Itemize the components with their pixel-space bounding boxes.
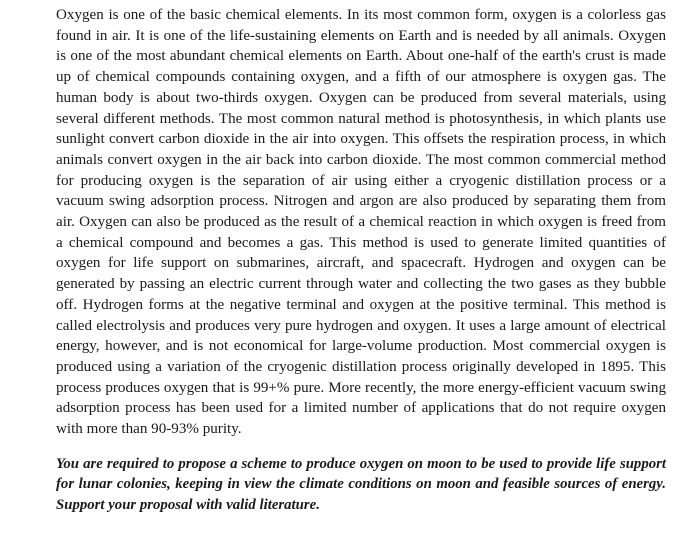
oxygen-description-paragraph: Oxygen is one of the basic chemical elements. In its most common form, oxygen is a colorless gas found in air. It is one of the life-sustaining elements on Earth and is needed by all animals. Oxygen is one of the most abundant chemical elements on Earth. About one-half of the earth's crust is made up of chemical compounds containing oxygen, and a fifth of our atmosphere is oxygen gas. The human body is about two-thirds oxygen. Oxygen can be produced from several materials, using several different methods. The most common natural method is photosynthesis, in which plants use sunlight convert carbon dioxide in the air into oxygen. This offsets the respiration process, in which animals convert oxygen in the air back into carbon dioxide. The most common commercial method for producing oxygen is the separation of air using either a cryogenic distillation process or a vacuum swing adsorption process. Nitrogen and argon are also produced by separating them from air. Oxygen can also be produced as the result of a chemical reaction in which oxygen is freed from a chemical compound and becomes a gas. This method is used to generate limited quantities of oxygen for life support on submarines, aircraft, and spacecraft. Hydrogen and oxygen can be generated by passing an electric current through water and collecting the two gases as they bubble off. Hydrogen forms at the negative terminal and oxygen at the positive terminal. This method is called electrolysis and produces very pure hydrogen and oxygen. It uses a large amount of electrical energy, however, and is not economical for large-volume production. Most commercial oxygen is produced using a variation of the cryogenic distillation process originally developed in 1895. This process produces oxygen that is 99+% pure. More recently, the more energy-efficient vacuum swing adsorption process has been used for a limited number of applications that do not require oxygen with more than 90-93% purity. [56, 7, 666, 438]
document-page [56, 5, 666, 516]
assignment-prompt-paragraph: You are required to propose a scheme to produce oxygen on moon to be used to provide life support for lunar colonies, keeping in view the climate conditions on moon and feasible sources of energy. Support your proposal with valid literature. [56, 455, 666, 514]
